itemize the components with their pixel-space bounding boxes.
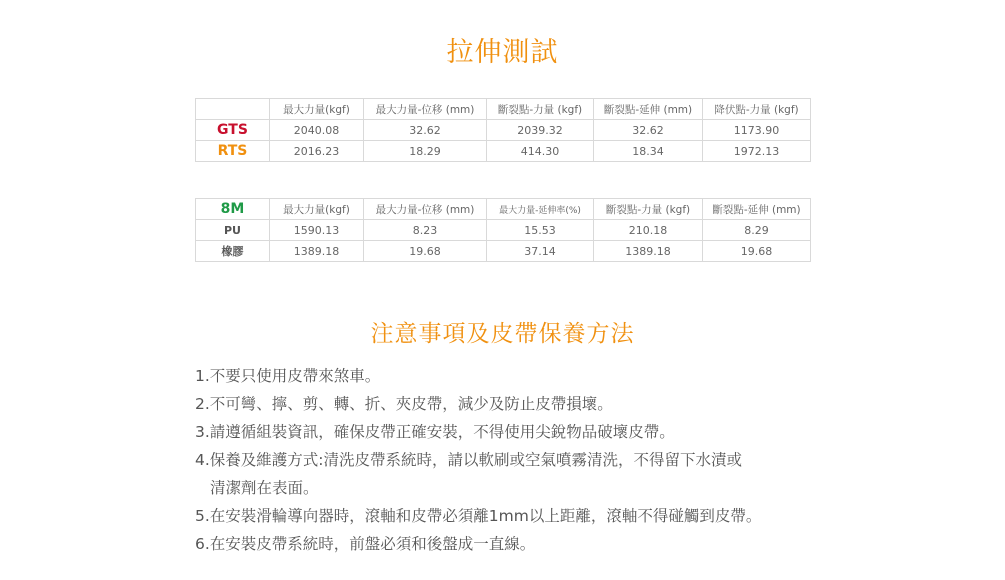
row-label-rts: RTS (196, 141, 270, 162)
tensile-test-title: 拉伸測試 (446, 37, 559, 68)
table-header-row (196, 199, 811, 220)
table-row-pu (196, 220, 811, 241)
column-header: 最大力量-位移 (mm) (364, 199, 487, 220)
list-item-text: 6.在安裝皮帶系統時，前盤必須和後盤成一直線。 (195, 535, 536, 553)
column-header: 最大力量-延伸率(%) (487, 199, 594, 220)
table-cell: 37.14 (487, 241, 594, 262)
corner-label-8m: 8M (196, 199, 270, 220)
table-cell: 32.62 (594, 120, 703, 141)
column-header: 最大力量(kgf) (270, 99, 364, 120)
table-cell: 2016.23 (270, 141, 364, 162)
row-label-pu: PU (196, 220, 270, 241)
list-item-text: 1.不要只使用皮帶來煞車。 (195, 367, 381, 385)
table-cell: 32.62 (364, 120, 487, 141)
table-cell: 19.68 (703, 241, 811, 262)
table-cell: 1389.18 (594, 241, 703, 262)
column-header: 斷裂點-延伸 (mm) (594, 99, 703, 120)
table-cell: 8.23 (364, 220, 487, 241)
tensile-table-gts-rts (195, 98, 811, 162)
table-cell: 8.29 (703, 220, 811, 241)
corner-cell (196, 99, 270, 120)
list-item-text: 2.不可彎、擰、剪、轉、折、夾皮帶，減少及防止皮帶損壞。 (195, 395, 613, 413)
table-cell: 210.18 (594, 220, 703, 241)
table-header-row (196, 99, 811, 120)
table-cell: 1389.18 (270, 241, 364, 262)
table-cell: 2040.08 (270, 120, 364, 141)
table-cell: 1972.13 (703, 141, 811, 162)
list-item-text: 3.請遵循組裝資訊，確保皮帶正確安裝，不得使用尖銳物品破壞皮帶。 (195, 423, 675, 441)
list-item (195, 502, 835, 530)
tensile-table-8m (195, 198, 811, 262)
list-item (195, 530, 835, 558)
column-header: 斷裂點-力量 (kgf) (487, 99, 594, 120)
table-cell: 15.53 (487, 220, 594, 241)
table-row-rubber (196, 241, 811, 262)
column-header: 斷裂點-力量 (kgf) (594, 199, 703, 220)
table-cell: 18.34 (594, 141, 703, 162)
row-label-rubber: 橡膠 (196, 241, 270, 262)
table-cell: 1590.13 (270, 220, 364, 241)
column-header: 最大力量-位移 (mm) (364, 99, 487, 120)
list-item (195, 390, 835, 418)
column-header: 降伏點-力量 (kgf) (703, 99, 811, 120)
list-item-text: 4.保養及維護方式:清洗皮帶系統時，請以軟刷或空氣噴霧清洗，不得留下水漬或 (195, 451, 743, 469)
list-item (195, 446, 835, 502)
list-item-continuation: 清潔劑在表面。 (210, 479, 319, 497)
column-header: 最大力量(kgf) (270, 199, 364, 220)
table-row-rts (196, 141, 811, 162)
row-label-gts: GTS (196, 120, 270, 141)
care-instructions-list (195, 362, 835, 558)
column-header: 斷裂點-延伸 (mm) (703, 199, 811, 220)
table-cell: 414.30 (487, 141, 594, 162)
table-cell: 19.68 (364, 241, 487, 262)
list-item-text: 5.在安裝滑輪導向器時，滾軸和皮帶必須離1mm以上距離，滾軸不得碰觸到皮帶。 (195, 507, 762, 525)
care-instructions-title: 注意事項及皮帶保養方法 (370, 321, 635, 347)
table-cell: 1173.90 (703, 120, 811, 141)
table-cell: 2039.32 (487, 120, 594, 141)
list-item (195, 418, 835, 446)
list-item (195, 362, 835, 390)
table-row-gts (196, 120, 811, 141)
table-cell: 18.29 (364, 141, 487, 162)
